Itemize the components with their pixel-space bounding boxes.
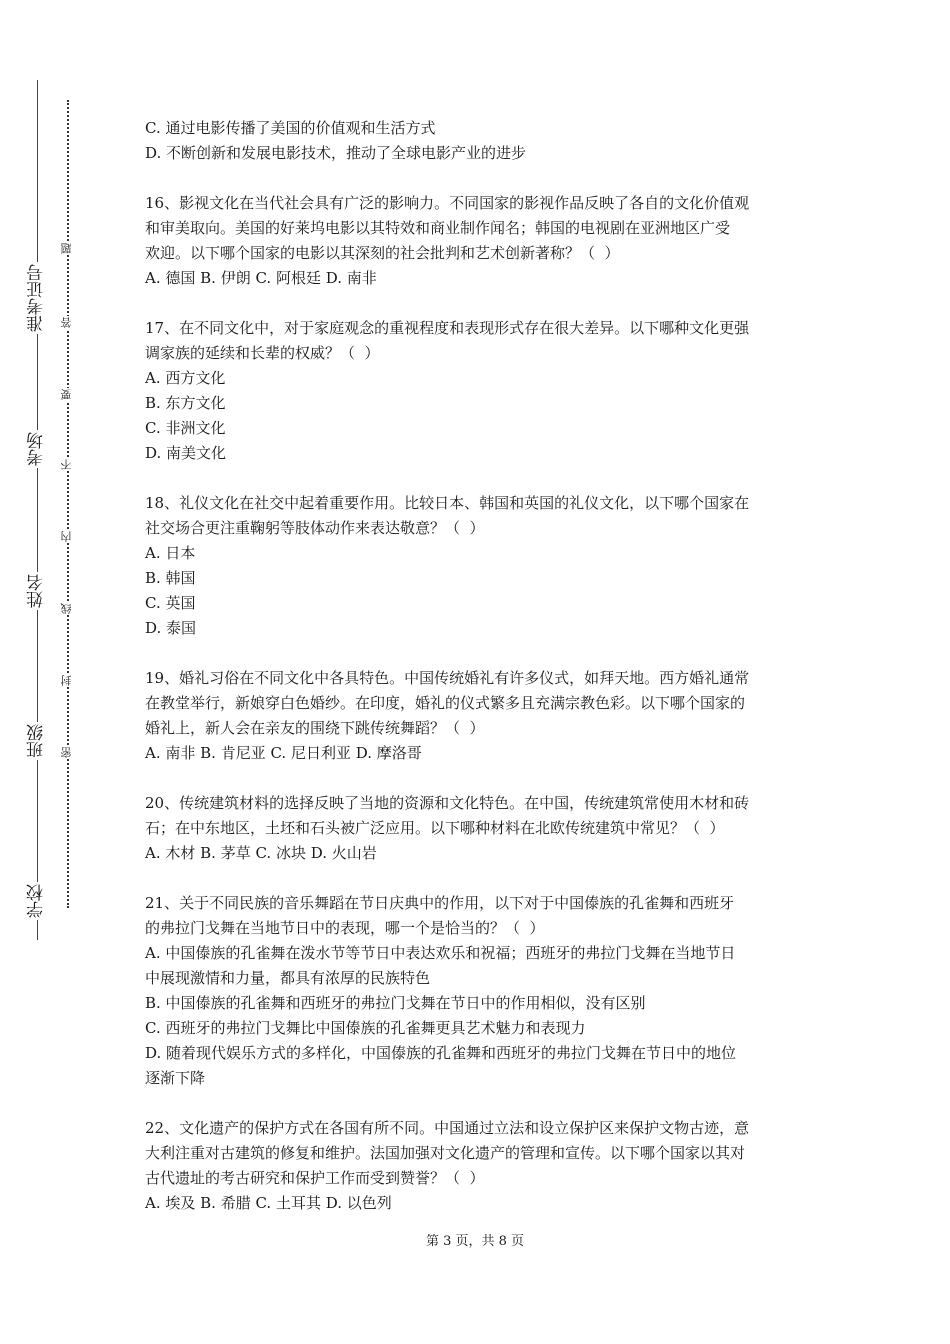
seal-char: 线 xyxy=(60,603,73,614)
option-d: D. 不断创新和发展电影技术，推动了全球电影产业的进步 xyxy=(145,144,527,162)
question-stem-line: 17、在不同文化中，对于家庭观念的重视程度和表现形式存在很大差异。以下哪种文化更强 xyxy=(145,319,750,337)
option-line: A. 木材 B. 茅草 C. 冰块 D. 火山岩 xyxy=(145,844,377,862)
question-stem-line: 20、传统建筑材料的选择反映了当地的资源和文化特色。在中国，传统建筑常使用木材和砖 xyxy=(145,794,750,812)
binding-label-class: 班级 xyxy=(22,722,52,760)
page-footer: 第 3 页，共 8 页 xyxy=(425,1234,525,1249)
option-a: A. 日本 xyxy=(145,544,196,562)
question-stem-line: 大利注重对古建筑的修复和维护。法国加强对文化遗产的管理和宣传。以下哪个国家以其对 xyxy=(145,1144,746,1162)
question-22 xyxy=(145,1116,815,1216)
question-stem-line: 和审美取向。美国的好莱坞电影以其特效和商业制作闻名；韩国的电视剧在亚洲地区广受 xyxy=(145,219,731,237)
option-d-cont: 逐渐下降 xyxy=(145,1069,206,1087)
question-18 xyxy=(145,491,815,641)
question-stem-line: 22、文化遗产的保护方式在各国有所不同。中国通过立法和设立保护区来保护文物古迹，意 xyxy=(145,1119,750,1137)
question-stem-line: 21、关于不同民族的音乐舞蹈在节日庆典中的作用，以下对于中国傣族的孔雀舞和西班牙 xyxy=(145,894,735,912)
option-c: C. 西班牙的弗拉门戈舞比中国傣族的孔雀舞更具艺术魅力和表现力 xyxy=(145,1019,586,1037)
seal-char: 内 xyxy=(60,531,73,542)
option-line: A. 南非 B. 肯尼亚 C. 尼日利亚 D. 摩洛哥 xyxy=(145,744,422,762)
seal-dotted-line xyxy=(67,100,69,908)
seal-char: 题 xyxy=(60,243,73,254)
question-stem-line: 石；在中东地区，土坯和石头被广泛应用。以下哪种材料在北欧传统建筑中常见？（ ） xyxy=(145,819,725,837)
option-c: C. 非洲文化 xyxy=(145,419,226,437)
seal-char: 封 xyxy=(60,675,73,686)
question-21 xyxy=(145,891,815,1091)
question-stem-line: 婚礼上，新人会在亲友的围绕下跳传统舞蹈？（ ） xyxy=(145,719,485,737)
binding-label-school: 学校 xyxy=(22,882,52,920)
option-c: C. 英国 xyxy=(145,594,196,612)
option-b: B. 中国傣族的孔雀舞和西班牙的弗拉门戈舞在节日中的作用相似，没有区别 xyxy=(145,994,646,1012)
questions-content xyxy=(145,116,815,1241)
question-stem-line: 19、婚礼习俗在不同文化中各具特色。中国传统婚礼有许多仪式，如拜天地。西方婚礼通常 xyxy=(145,669,750,687)
seal-char: 答 xyxy=(60,317,73,328)
question-stem-line: 古代遗址的考古研究和保护工作而受到赞誉？（ ） xyxy=(145,1169,485,1187)
option-a: A. 西方文化 xyxy=(145,369,226,387)
seal-char: 密 xyxy=(60,747,73,758)
question-stem-line: 社交场合更注重鞠躬等肢体动作来表达敬意？（ ） xyxy=(145,519,485,537)
binding-solid-line xyxy=(37,80,38,940)
seal-char: 要 xyxy=(60,389,73,400)
binding-margin xyxy=(0,0,100,1344)
question-20 xyxy=(145,791,815,866)
option-a-cont: 中展现激情和力量，都具有浓厚的民族特色 xyxy=(145,969,431,987)
binding-label-exam-number: 准考证号 xyxy=(22,262,52,334)
option-line: A. 埃及 B. 希腊 C. 土耳其 D. 以色列 xyxy=(145,1194,392,1212)
question-17 xyxy=(145,316,815,466)
question-15-tail xyxy=(145,116,815,166)
seal-char: 不 xyxy=(60,459,73,470)
option-b: B. 韩国 xyxy=(145,569,196,587)
question-16 xyxy=(145,191,815,291)
question-stem-line: 18、礼仪文化在社交中起着重要作用。比较日本、韩国和英国的礼仪文化，以下哪个国家在 xyxy=(145,494,750,512)
option-b: B. 东方文化 xyxy=(145,394,226,412)
binding-label-exam-room: 考场 xyxy=(22,430,52,468)
question-19 xyxy=(145,666,815,766)
question-stem-line: 欢迎。以下哪个国家的电影以其深刻的社会批判和艺术创新著称？（ ） xyxy=(145,244,620,262)
option-d: D. 泰国 xyxy=(145,619,197,637)
option-d: D. 南美文化 xyxy=(145,444,227,462)
question-stem-line: 在教堂举行，新娘穿白色婚纱。在印度，婚礼的仪式繁多且充满宗教色彩。以下哪个国家的 xyxy=(145,694,746,712)
question-stem-line: 调家族的延续和长辈的权威？（ ） xyxy=(145,344,380,362)
option-d: D. 随着现代娱乐方式的多样化，中国傣族的孔雀舞和西班牙的弗拉门戈舞在节日中的地位 xyxy=(145,1044,737,1062)
option-line: A. 德国 B. 伊朗 C. 阿根廷 D. 南非 xyxy=(145,269,377,287)
question-stem-line: 16、影视文化在当代社会具有广泛的影响力。不同国家的影视作品反映了各自的文化价值观 xyxy=(145,194,750,212)
binding-label-name: 姓名 xyxy=(22,572,52,610)
question-stem-line: 的弗拉门戈舞在当地节日中的表现，哪一个是恰当的？（ ） xyxy=(145,919,545,937)
option-c: C. 通过电影传播了美国的价值观和生活方式 xyxy=(145,119,436,137)
option-a: A. 中国傣族的孔雀舞在泼水节等节日中表达欢乐和祝福；西班牙的弗拉门戈舞在当地节日 xyxy=(145,944,736,962)
